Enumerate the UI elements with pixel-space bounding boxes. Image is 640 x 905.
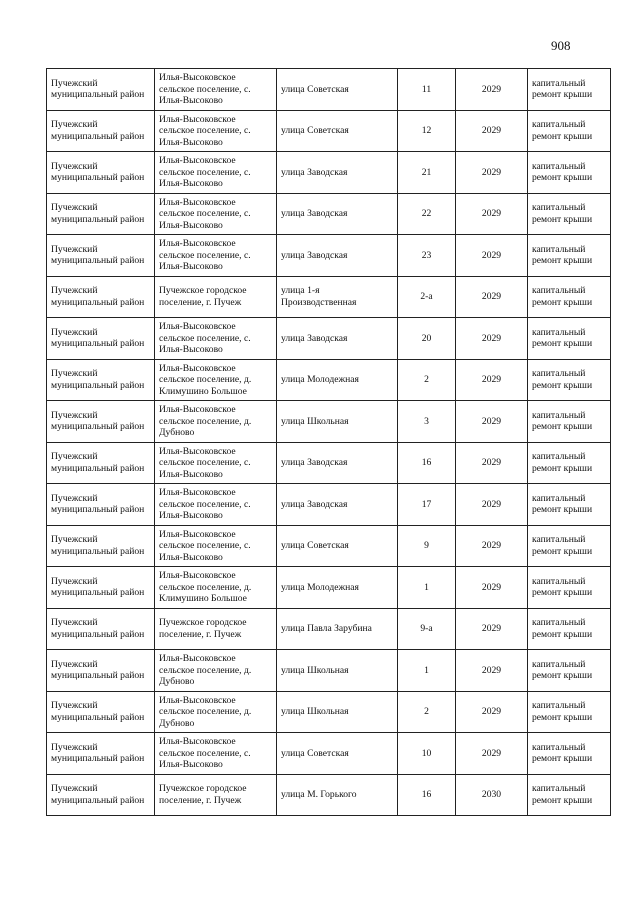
settlement-cell: Илья-Высоковское сельское поселение, с. Илья-Высоково <box>155 193 277 235</box>
work-type-cell: капитальный ремонт крыши <box>528 733 611 775</box>
table-row <box>47 442 611 484</box>
work-type-cell: капитальный ремонт крыши <box>528 442 611 484</box>
district-cell: Пучежский муниципальный район <box>47 691 155 733</box>
house-number-cell: 2 <box>398 359 456 401</box>
house-number-cell: 22 <box>398 193 456 235</box>
year-cell: 2029 <box>456 359 528 401</box>
work-type-cell: капитальный ремонт крыши <box>528 691 611 733</box>
table-row <box>47 152 611 194</box>
house-number-cell: 21 <box>398 152 456 194</box>
table-row <box>47 69 611 111</box>
district-cell: Пучежский муниципальный район <box>47 525 155 567</box>
table-row <box>47 401 611 443</box>
street-cell: улица Советская <box>277 733 398 775</box>
district-cell: Пучежский муниципальный район <box>47 401 155 443</box>
district-cell: Пучежский муниципальный район <box>47 193 155 235</box>
district-cell: Пучежский муниципальный район <box>47 608 155 650</box>
work-type-cell: капитальный ремонт крыши <box>528 525 611 567</box>
district-cell: Пучежский муниципальный район <box>47 442 155 484</box>
settlement-cell: Илья-Высоковское сельское поселение, д. Климушино Большое <box>155 567 277 609</box>
settlement-cell: Илья-Высоковское сельское поселение, д. Климушино Большое <box>155 359 277 401</box>
table-row <box>47 235 611 277</box>
street-cell: улица Павла Зарубина <box>277 608 398 650</box>
settlement-cell: Илья-Высоковское сельское поселение, с. Илья-Высоково <box>155 318 277 360</box>
house-number-cell: 1 <box>398 650 456 692</box>
work-type-cell: капитальный ремонт крыши <box>528 401 611 443</box>
house-number-cell: 10 <box>398 733 456 775</box>
year-cell: 2029 <box>456 691 528 733</box>
work-type-cell: капитальный ремонт крыши <box>528 69 611 111</box>
table-row <box>47 484 611 526</box>
district-cell: Пучежский муниципальный район <box>47 69 155 111</box>
street-cell: улица Заводская <box>277 235 398 277</box>
work-type-cell: капитальный ремонт крыши <box>528 276 611 318</box>
work-type-cell: капитальный ремонт крыши <box>528 318 611 360</box>
year-cell: 2029 <box>456 442 528 484</box>
street-cell: улица Советская <box>277 110 398 152</box>
table-row <box>47 608 611 650</box>
table-row <box>47 359 611 401</box>
work-type-cell: капитальный ремонт крыши <box>528 650 611 692</box>
street-cell: улица Заводская <box>277 318 398 360</box>
page-number: 908 <box>551 38 571 53</box>
settlement-cell: Илья-Высоковское сельское поселение, с. Илья-Высоково <box>155 69 277 111</box>
district-cell: Пучежский муниципальный район <box>47 359 155 401</box>
work-type-cell: капитальный ремонт крыши <box>528 484 611 526</box>
table-row <box>47 567 611 609</box>
street-cell: улица Советская <box>277 69 398 111</box>
house-number-cell: 12 <box>398 110 456 152</box>
house-number-cell: 9 <box>398 525 456 567</box>
table-row <box>47 525 611 567</box>
district-cell: Пучежский муниципальный район <box>47 318 155 360</box>
year-cell: 2029 <box>456 484 528 526</box>
house-number-cell: 2-а <box>398 276 456 318</box>
year-cell: 2030 <box>456 774 528 816</box>
year-cell: 2029 <box>456 110 528 152</box>
repair-schedule-table <box>46 68 611 816</box>
year-cell: 2029 <box>456 525 528 567</box>
district-cell: Пучежский муниципальный район <box>47 110 155 152</box>
street-cell: улица Заводская <box>277 152 398 194</box>
street-cell: улица Школьная <box>277 650 398 692</box>
street-cell: улица Заводская <box>277 193 398 235</box>
district-cell: Пучежский муниципальный район <box>47 733 155 775</box>
table-row <box>47 193 611 235</box>
district-cell: Пучежский муниципальный район <box>47 276 155 318</box>
district-cell: Пучежский муниципальный район <box>47 152 155 194</box>
settlement-cell: Пучежское городское поселение, г. Пучеж <box>155 608 277 650</box>
settlement-cell: Илья-Высоковское сельское поселение, с. Илья-Высоково <box>155 152 277 194</box>
street-cell: улица Молодежная <box>277 359 398 401</box>
house-number-cell: 23 <box>398 235 456 277</box>
settlement-cell: Пучежское городское поселение, г. Пучеж <box>155 276 277 318</box>
house-number-cell: 3 <box>398 401 456 443</box>
district-cell: Пучежский муниципальный район <box>47 235 155 277</box>
year-cell: 2029 <box>456 318 528 360</box>
table-row <box>47 691 611 733</box>
street-cell: улица Заводская <box>277 442 398 484</box>
street-cell: улица 1-я Производственная <box>277 276 398 318</box>
year-cell: 2029 <box>456 733 528 775</box>
work-type-cell: капитальный ремонт крыши <box>528 110 611 152</box>
settlement-cell: Пучежское городское поселение, г. Пучеж <box>155 774 277 816</box>
house-number-cell: 16 <box>398 774 456 816</box>
settlement-cell: Илья-Высоковское сельское поселение, с. Илья-Высоково <box>155 525 277 567</box>
district-cell: Пучежский муниципальный район <box>47 567 155 609</box>
street-cell: улица Молодежная <box>277 567 398 609</box>
work-type-cell: капитальный ремонт крыши <box>528 774 611 816</box>
work-type-cell: капитальный ремонт крыши <box>528 567 611 609</box>
settlement-cell: Илья-Высоковское сельское поселение, д. Дубново <box>155 691 277 733</box>
settlement-cell: Илья-Высоковское сельское поселение, с. Илья-Высоково <box>155 442 277 484</box>
work-type-cell: капитальный ремонт крыши <box>528 152 611 194</box>
settlement-cell: Илья-Высоковское сельское поселение, с. Илья-Высоково <box>155 110 277 152</box>
table-row <box>47 650 611 692</box>
district-cell: Пучежский муниципальный район <box>47 484 155 526</box>
year-cell: 2029 <box>456 69 528 111</box>
table-row <box>47 110 611 152</box>
table-row <box>47 318 611 360</box>
year-cell: 2029 <box>456 276 528 318</box>
house-number-cell: 16 <box>398 442 456 484</box>
table-row <box>47 733 611 775</box>
settlement-cell: Илья-Высоковское сельское поселение, с. Илья-Высоково <box>155 733 277 775</box>
settlement-cell: Илья-Высоковское сельское поселение, д. Дубново <box>155 650 277 692</box>
work-type-cell: капитальный ремонт крыши <box>528 193 611 235</box>
year-cell: 2029 <box>456 193 528 235</box>
street-cell: улица М. Горького <box>277 774 398 816</box>
year-cell: 2029 <box>456 235 528 277</box>
house-number-cell: 20 <box>398 318 456 360</box>
work-type-cell: капитальный ремонт крыши <box>528 359 611 401</box>
work-type-cell: капитальный ремонт крыши <box>528 235 611 277</box>
district-cell: Пучежский муниципальный район <box>47 650 155 692</box>
house-number-cell: 11 <box>398 69 456 111</box>
year-cell: 2029 <box>456 608 528 650</box>
house-number-cell: 17 <box>398 484 456 526</box>
settlement-cell: Илья-Высоковское сельское поселение, с. Илья-Высоково <box>155 235 277 277</box>
street-cell: улица Школьная <box>277 401 398 443</box>
year-cell: 2029 <box>456 152 528 194</box>
district-cell: Пучежский муниципальный район <box>47 774 155 816</box>
settlement-cell: Илья-Высоковское сельское поселение, д. Дубново <box>155 401 277 443</box>
year-cell: 2029 <box>456 650 528 692</box>
table-row <box>47 276 611 318</box>
year-cell: 2029 <box>456 567 528 609</box>
house-number-cell: 2 <box>398 691 456 733</box>
settlement-cell: Илья-Высоковское сельское поселение, с. Илья-Высоково <box>155 484 277 526</box>
house-number-cell: 1 <box>398 567 456 609</box>
table-body <box>47 69 611 816</box>
house-number-cell: 9-а <box>398 608 456 650</box>
table-row <box>47 774 611 816</box>
work-type-cell: капитальный ремонт крыши <box>528 608 611 650</box>
street-cell: улица Советская <box>277 525 398 567</box>
year-cell: 2029 <box>456 401 528 443</box>
street-cell: улица Заводская <box>277 484 398 526</box>
street-cell: улица Школьная <box>277 691 398 733</box>
